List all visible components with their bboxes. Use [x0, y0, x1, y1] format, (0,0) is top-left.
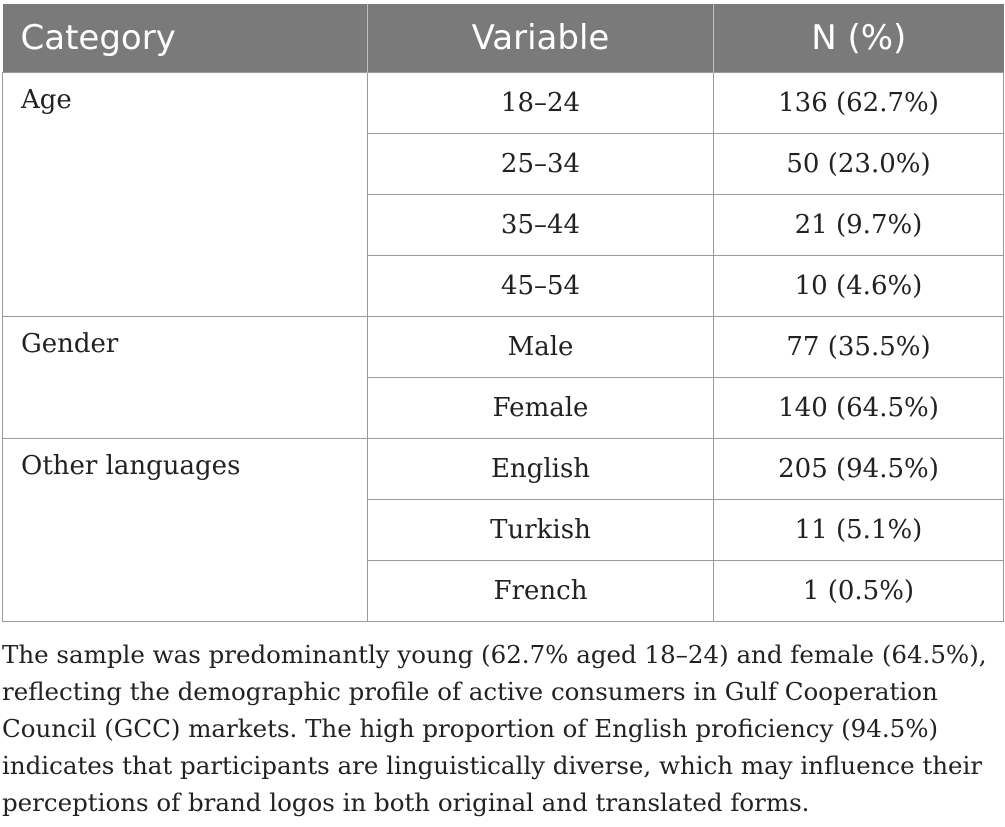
demographics-table — [2, 4, 1004, 622]
variable-cell: French — [368, 561, 714, 622]
header-variable: Variable — [368, 4, 714, 73]
n-percent-cell: 50 (23.0%) — [714, 134, 1004, 195]
n-percent-cell: 77 (35.5%) — [714, 317, 1004, 378]
n-percent-cell: 21 (9.7%) — [714, 195, 1004, 256]
table-row — [3, 317, 1004, 378]
table-row — [3, 73, 1004, 134]
demographics-table-container — [2, 4, 1003, 622]
category-cell-other-languages: Other languages — [3, 439, 368, 622]
table-row — [3, 439, 1004, 500]
variable-cell: 25–34 — [368, 134, 714, 195]
n-percent-cell: 140 (64.5%) — [714, 378, 1004, 439]
n-percent-cell: 11 (5.1%) — [714, 500, 1004, 561]
variable-cell: Male — [368, 317, 714, 378]
category-cell-gender: Gender — [3, 317, 368, 439]
variable-cell: Female — [368, 378, 714, 439]
table-header-row — [3, 4, 1004, 73]
variable-cell: English — [368, 439, 714, 500]
variable-cell: 45–54 — [368, 256, 714, 317]
n-percent-cell: 1 (0.5%) — [714, 561, 1004, 622]
variable-cell: 18–24 — [368, 73, 714, 134]
n-percent-cell: 10 (4.6%) — [714, 256, 1004, 317]
n-percent-cell: 136 (62.7%) — [714, 73, 1004, 134]
header-category: Category — [3, 4, 368, 73]
header-n-percent: N (%) — [714, 4, 1004, 73]
table-footnote: The sample was predominantly young (62.7% aged 18–24) and female (64.5%), reflecting the demographic profile of active consumers in Gulf Cooperation Council (GCC) markets. The high proportion of English proficiency (94.5%) indicates that participants are linguistically diverse, which may influence their perceptions of brand logos in both original and translated forms. — [2, 640, 987, 817]
variable-cell: 35–44 — [368, 195, 714, 256]
category-cell-age: Age — [3, 73, 368, 317]
n-percent-cell: 205 (94.5%) — [714, 439, 1004, 500]
variable-cell: Turkish — [368, 500, 714, 561]
